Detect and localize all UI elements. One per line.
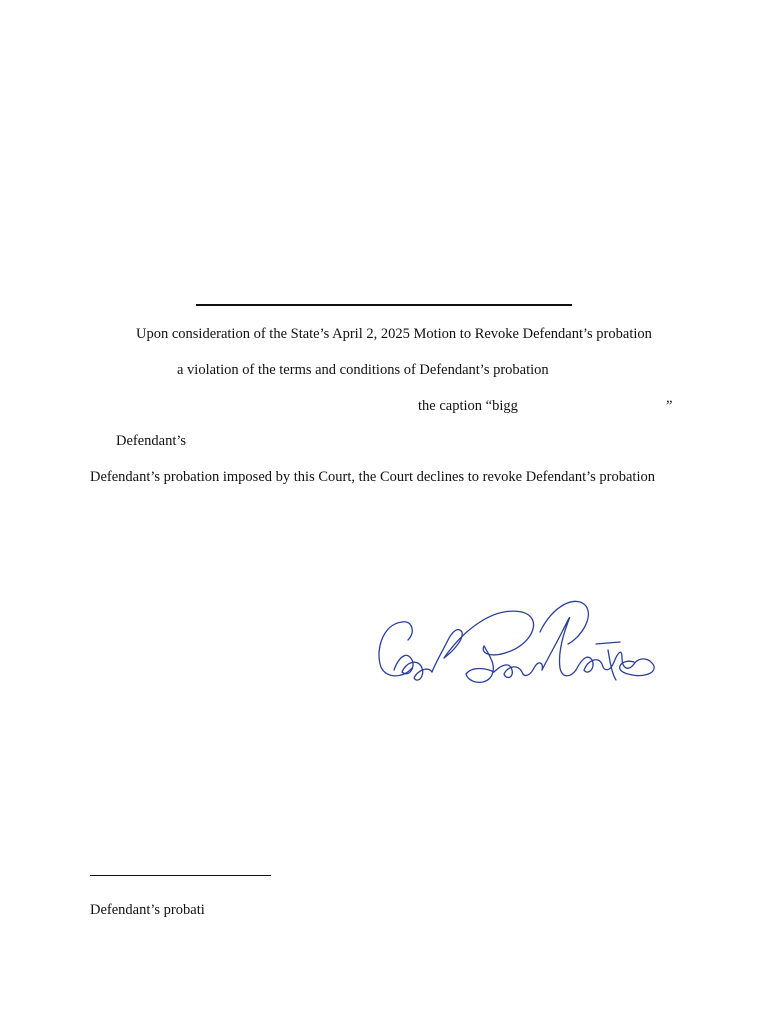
paragraph-line-2: a violation of the terms and conditions of Defendant’s probation [177,362,549,378]
footnote-separator [90,875,271,876]
judge-signature [372,592,658,692]
footnote-text: Defendant’s probati [90,902,205,918]
paragraph-line-3: the caption “bigg [418,398,518,414]
paragraph-line-5: Defendant’s probation imposed by this Court, the Court declines to revoke Defendant’s probation [90,469,655,485]
closing-quote: ” [666,398,673,414]
title-underline [196,304,572,306]
paragraph-line-1: Upon consideration of the State’s April 2, 2025 Motion to Revoke Defendant’s probation [136,326,652,342]
paragraph-line-4: Defendant’s [116,433,187,449]
